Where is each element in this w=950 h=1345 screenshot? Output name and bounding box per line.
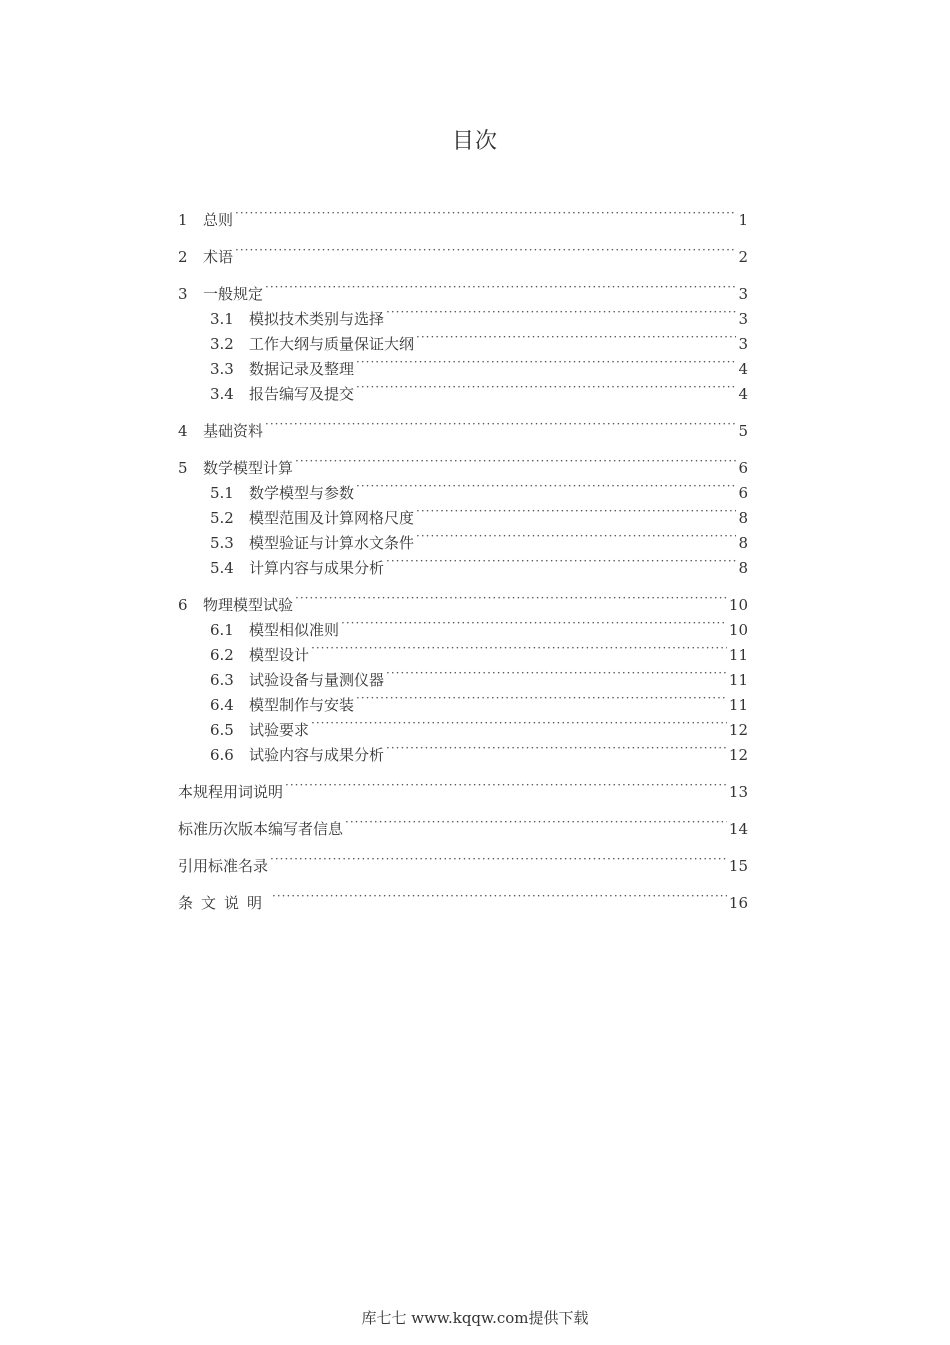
toc-entry-page-number: 5 (738, 422, 748, 440)
toc-dot-leader (295, 448, 736, 473)
toc-entry-page-number: 11 (728, 671, 748, 689)
toc-dot-leader (235, 200, 736, 225)
toc-entry-page-number: 6 (738, 459, 748, 477)
toc-entry-label: 试验设备与量测仪器 (249, 671, 385, 689)
toc-dot-leader (311, 635, 727, 660)
toc-dot-leader (386, 299, 736, 324)
toc-dot-leader (311, 710, 727, 735)
toc-entry-number: 1 (178, 211, 188, 229)
toc-entry-label: 本规程用词说明 (178, 783, 284, 801)
toc-entry-label: 引用标准名录 (178, 857, 269, 875)
toc-entry-number: 6.1 (210, 621, 234, 639)
toc-entry[interactable] (178, 274, 748, 303)
toc-entry[interactable] (178, 846, 748, 875)
toc-entry-label: 模拟技术类别与选择 (249, 310, 385, 328)
toc-dot-leader (345, 809, 727, 834)
toc-entry-page-number: 8 (738, 534, 748, 552)
toc-entry-page-number: 10 (728, 621, 748, 639)
toc-entry-page-number: 10 (728, 596, 748, 614)
toc-dot-leader (356, 349, 736, 374)
toc-entry-number: 2 (178, 248, 188, 266)
toc-entry-page-number: 12 (728, 746, 748, 764)
toc-entry-page-number: 6 (738, 484, 748, 502)
toc-entry[interactable] (178, 585, 748, 614)
toc-entry-label: 术语 (203, 248, 234, 266)
toc-dot-leader (416, 523, 736, 548)
toc-entry-page-number: 8 (738, 559, 748, 577)
toc-entry-label: 模型验证与计算水文条件 (249, 534, 415, 552)
toc-entry-page-number: 3 (738, 310, 748, 328)
toc-entry-number: 5.2 (210, 509, 234, 527)
toc-entry-label: 基础资料 (203, 422, 264, 440)
toc-entry-number: 3.3 (210, 360, 234, 378)
toc-dot-leader (356, 374, 736, 399)
toc-dot-leader (386, 548, 736, 573)
toc-entry-label: 模型范围及计算网格尺度 (249, 509, 415, 527)
toc-dot-leader (386, 735, 727, 760)
toc-dot-leader (270, 846, 727, 871)
toc-entry-label: 数学模型与参数 (249, 484, 355, 502)
toc-entry[interactable] (178, 809, 748, 838)
toc-entry-number: 6.3 (210, 671, 234, 689)
toc-entry[interactable] (178, 299, 748, 328)
toc-entry-page-number: 12 (728, 721, 748, 739)
toc-entry-label: 数学模型计算 (203, 459, 294, 477)
toc-entry-page-number: 13 (728, 783, 748, 801)
page-title: 目次 (451, 129, 498, 154)
toc-entry-page-number: 8 (738, 509, 748, 527)
toc-entry-label: 标准历次版本编写者信息 (178, 820, 344, 838)
toc-entry-label: 数据记录及整理 (249, 360, 355, 378)
toc-dot-leader (416, 498, 736, 523)
toc-entry-number: 6.2 (210, 646, 234, 664)
toc-entry[interactable] (178, 448, 748, 477)
toc-entry-page-number: 1 (738, 211, 748, 229)
toc-entry-label: 模型相似准则 (249, 621, 340, 639)
toc-entry-label: 报告编写及提交 (249, 385, 355, 403)
toc-entry-number: 4 (178, 422, 188, 440)
toc-entry-label: 试验内容与成果分析 (249, 746, 385, 764)
toc-entry-label: 总则 (203, 211, 234, 229)
toc-entry-number: 6.4 (210, 696, 234, 714)
toc-entry[interactable] (178, 411, 748, 440)
toc-dot-leader (386, 660, 727, 685)
toc-entry-page-number: 15 (728, 857, 748, 875)
toc-entry-label: 试验要求 (249, 721, 310, 739)
toc-entry-page-number: 3 (738, 335, 748, 353)
toc-entry[interactable] (178, 883, 748, 912)
toc-dot-leader (265, 411, 736, 436)
toc-entry[interactable] (178, 200, 748, 229)
toc-entry-page-number: 3 (738, 285, 748, 303)
toc-dot-leader (272, 883, 727, 908)
toc-entry-label: 一般规定 (203, 285, 264, 303)
toc-entry[interactable] (178, 772, 748, 801)
toc-entry-label: 条文说明 (178, 894, 271, 912)
footer-text: 库七七 www.kqqw.com提供下载 (361, 1309, 589, 1327)
toc-entry-page-number: 14 (728, 820, 748, 838)
toc-entry-page-number: 16 (728, 894, 748, 912)
toc-entry-page-number: 2 (738, 248, 748, 266)
toc-entry-number: 6 (178, 596, 188, 614)
toc-entry-number: 3.2 (210, 335, 234, 353)
toc-entry-number: 3.4 (210, 385, 234, 403)
toc-entry-label: 模型制作与安装 (249, 696, 355, 714)
toc-entry-number: 6.5 (210, 721, 234, 739)
toc-dot-leader (295, 585, 727, 610)
toc-dot-leader (356, 473, 736, 498)
toc-dot-leader (235, 237, 736, 262)
toc-entry-number: 5.4 (210, 559, 234, 577)
toc-entry-page-number: 11 (728, 646, 748, 664)
toc-dot-leader (416, 324, 736, 349)
toc-entry-number: 3.1 (210, 310, 234, 328)
toc-dot-leader (356, 685, 727, 710)
toc-dot-leader (341, 610, 727, 635)
toc-entry-page-number: 11 (728, 696, 748, 714)
toc-entry-number: 6.6 (210, 746, 234, 764)
toc-entry-label: 模型设计 (249, 646, 310, 664)
toc-dot-leader (265, 274, 736, 299)
toc-entry-number: 5 (178, 459, 188, 477)
toc-entry-label: 工作大纲与质量保证大纲 (249, 335, 415, 353)
toc-entry-label: 物理模型试验 (203, 596, 294, 614)
toc-entry-number: 3 (178, 285, 188, 303)
toc-dot-leader (285, 772, 727, 797)
toc-entry[interactable] (178, 237, 748, 266)
toc-entry-page-number: 4 (738, 360, 748, 378)
table-of-contents (178, 200, 748, 912)
toc-entry-number: 5.1 (210, 484, 234, 502)
toc-entry-page-number: 4 (738, 385, 748, 403)
toc-entry-label: 计算内容与成果分析 (249, 559, 385, 577)
toc-entry-number: 5.3 (210, 534, 234, 552)
